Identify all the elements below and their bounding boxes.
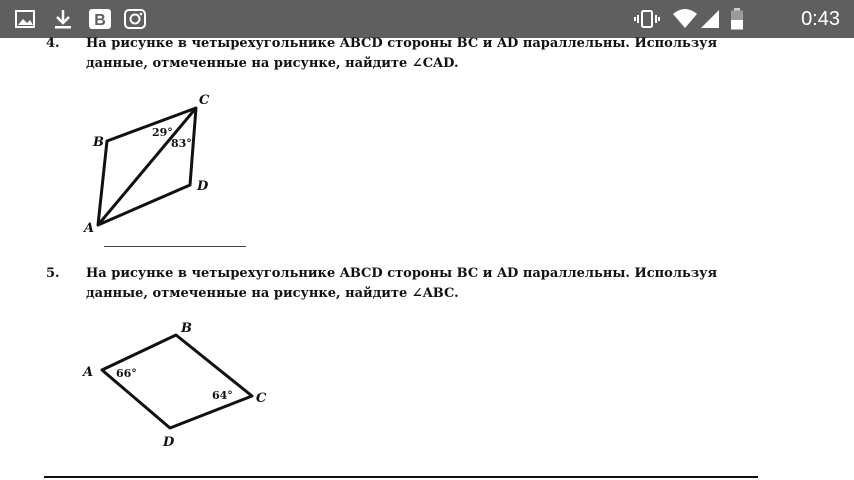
clock: 0:43 bbox=[801, 8, 840, 30]
quadrilateral bbox=[102, 335, 252, 428]
problem-text-line-1: На рисунке в четырехугольнике ABCD стороны BC и AD параллельны. Используя bbox=[86, 266, 718, 281]
problem-text-line-1: На рисунке в четырехугольнике ABCD стороны BC и AD параллельны. Используя bbox=[86, 36, 718, 51]
vertex-label-d: D bbox=[163, 435, 175, 450]
problem-number: 5. bbox=[46, 266, 60, 281]
page-divider bbox=[104, 246, 246, 247]
status-bar bbox=[0, 0, 854, 38]
angle-label-bca: 29° bbox=[152, 126, 173, 139]
vertex-label-d: D bbox=[197, 179, 209, 194]
wifi-icon bbox=[672, 8, 698, 30]
problem-4-figure bbox=[0, 38, 854, 480]
vertex-label-a: A bbox=[83, 365, 94, 380]
vibrate-icon bbox=[634, 8, 660, 30]
status-right-group bbox=[634, 0, 854, 38]
angle-label-a: 66° bbox=[116, 367, 137, 380]
vertex-label-b: B bbox=[93, 135, 104, 150]
angle-label-acd: 83° bbox=[171, 137, 192, 150]
download-icon[interactable] bbox=[52, 8, 74, 30]
problem-number: 4. bbox=[46, 36, 60, 51]
document-page bbox=[0, 38, 854, 480]
vertex-label-a: A bbox=[84, 221, 95, 236]
battery-icon bbox=[730, 8, 744, 30]
angle-label-c: 64° bbox=[212, 389, 233, 402]
problem-text-line-2: данные, отмеченные на рисунке, найдите ∠ABC. bbox=[86, 286, 459, 301]
problem-text-line-2: данные, отмеченные на рисунке, найдите ∠CAD. bbox=[86, 56, 459, 71]
b-app-icon[interactable] bbox=[88, 8, 112, 30]
vertex-label-c: C bbox=[256, 391, 267, 406]
signal-icon bbox=[700, 8, 720, 30]
camera-icon[interactable] bbox=[124, 8, 146, 30]
vertex-label-c: C bbox=[199, 93, 210, 108]
image-icon[interactable] bbox=[14, 8, 36, 30]
vertex-label-b: B bbox=[181, 321, 192, 336]
svg-text:B: B bbox=[94, 12, 106, 29]
quadrilateral bbox=[98, 108, 196, 225]
problem-5-figure bbox=[0, 38, 854, 480]
page-bottom-rule bbox=[44, 476, 758, 478]
diagonal-ac bbox=[98, 108, 196, 225]
